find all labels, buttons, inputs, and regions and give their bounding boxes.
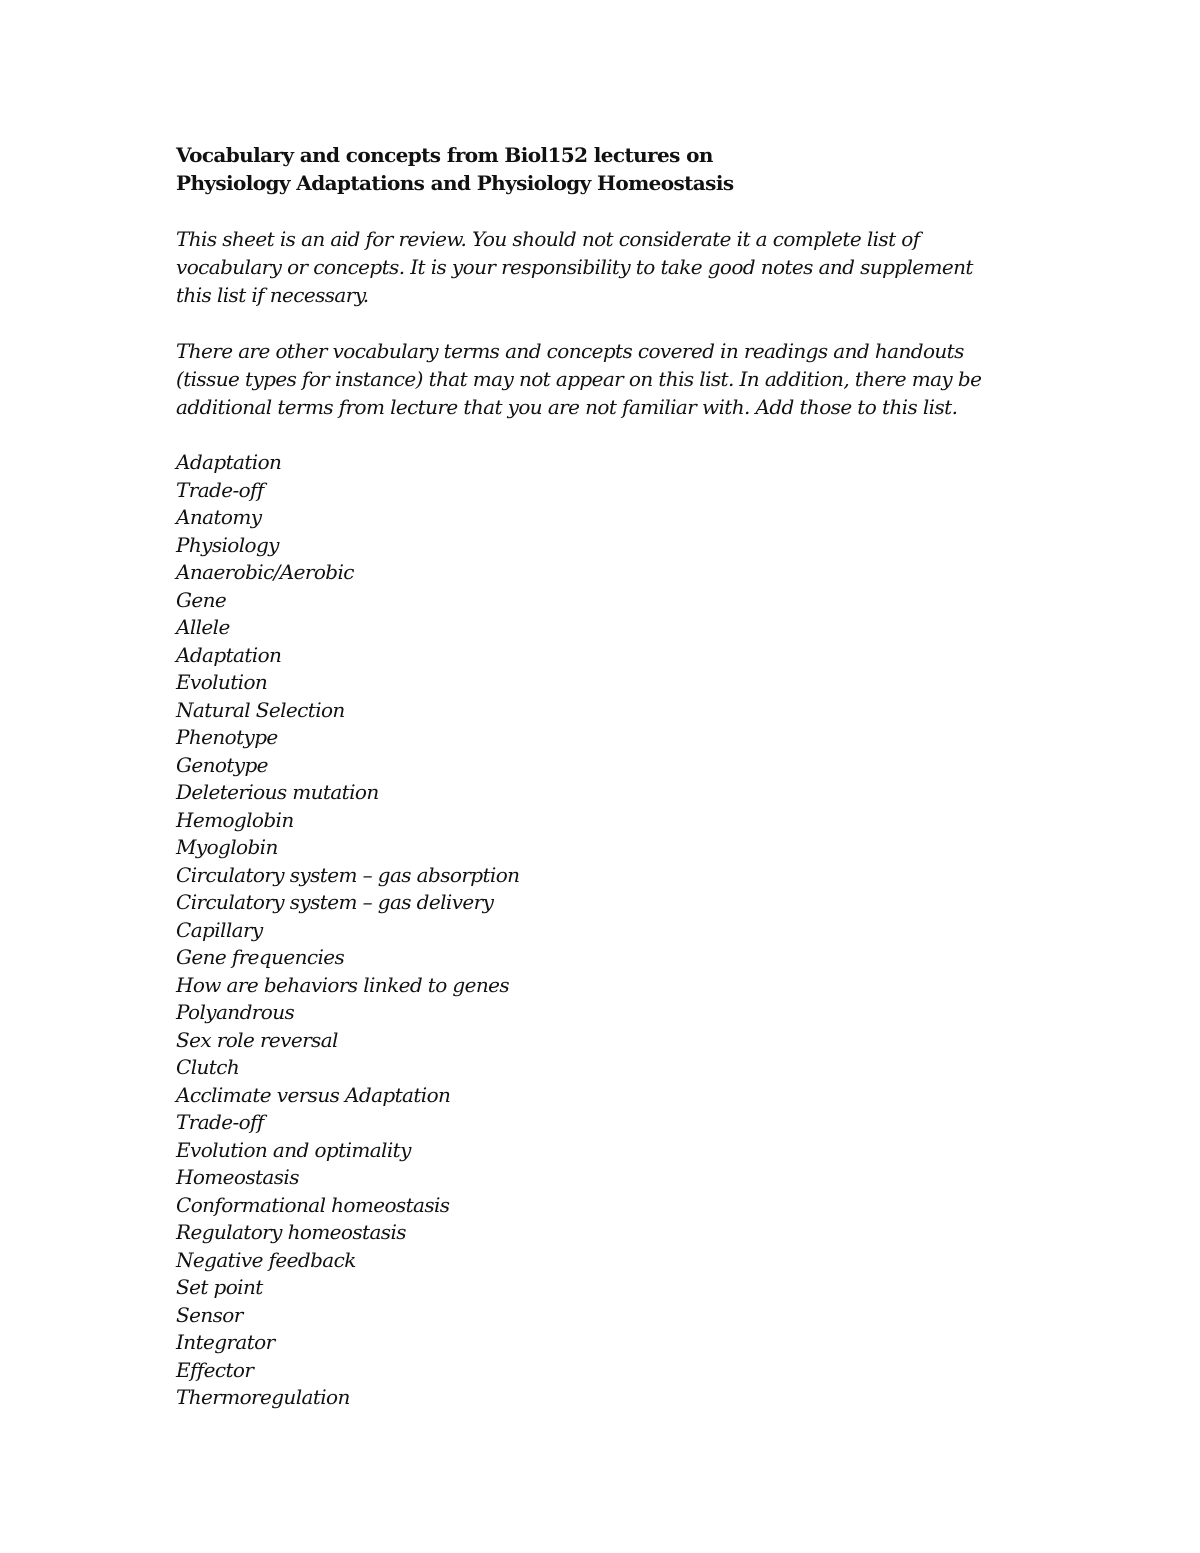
vocabulary-term: Conformational homeostasis	[176, 1192, 450, 1217]
vocabulary-term: Thermoregulation	[176, 1385, 350, 1409]
document-title-line-1: Vocabulary and concepts from Biol152 lectures on	[176, 143, 713, 167]
vocabulary-term: Clutch	[176, 1055, 240, 1079]
vocabulary-term: Allele	[176, 615, 230, 639]
vocabulary-term: Natural Selection	[176, 697, 345, 722]
vocabulary-term: Hemoglobin	[176, 807, 294, 832]
spacer	[176, 197, 1036, 225]
intro-line: (tissue types for instance) that may not appear on this list. In addition, there may be	[176, 367, 982, 391]
document-page	[176, 141, 1036, 1412]
vocabulary-term: Adaptation	[176, 450, 282, 474]
intro-line: This sheet is an aid for review. You should not considerate it a complete list of	[176, 227, 920, 251]
intro-line: There are other vocabulary terms and concepts covered in readings and handouts	[176, 339, 964, 363]
vocabulary-term: Acclimate versus Adaptation	[176, 1082, 451, 1107]
vocabulary-term: Trade-off	[176, 1110, 264, 1134]
vocabulary-term: Evolution	[176, 670, 268, 694]
vocabulary-term: Homeostasis	[176, 1165, 299, 1189]
vocabulary-term: Myoglobin	[176, 835, 278, 859]
vocabulary-term: Adaptation	[176, 642, 282, 667]
vocabulary-term: Phenotype	[176, 725, 278, 749]
intro-paragraph-other-terms	[176, 337, 1036, 421]
intro-line: vocabulary or concepts. It is your responsibility to take good notes and supplement	[176, 255, 973, 279]
vocabulary-term: Sensor	[176, 1302, 243, 1327]
document-title-line-2: Physiology Adaptations and Physiology Homeostasis	[176, 171, 734, 195]
vocabulary-list	[176, 449, 1036, 1412]
vocabulary-term: Anaerobic/Aerobic	[176, 560, 354, 584]
intro-paragraph-review-note	[176, 225, 1036, 309]
vocabulary-term: Circulatory system – gas absorption	[176, 862, 520, 887]
vocabulary-term: Sex role reversal	[176, 1027, 338, 1052]
vocabulary-term: Trade-off	[176, 477, 264, 502]
spacer	[176, 421, 1036, 449]
vocabulary-term: Negative feedback	[176, 1247, 356, 1272]
vocabulary-term: Physiology	[176, 532, 279, 557]
intro-line: additional terms from lecture that you are not familiar with. Add those to this list.	[176, 395, 958, 419]
spacer	[176, 309, 1036, 337]
vocabulary-term: Evolution and optimality	[176, 1137, 411, 1162]
vocabulary-term: Integrator	[176, 1330, 275, 1354]
vocabulary-term: Deleterious mutation	[176, 780, 379, 804]
vocabulary-term: Set point	[176, 1275, 263, 1299]
vocabulary-term: Effector	[176, 1357, 254, 1382]
vocabulary-term: How are behaviors linked to genes	[176, 972, 510, 997]
vocabulary-term: Gene	[176, 587, 227, 612]
vocabulary-term: Gene frequencies	[176, 945, 345, 969]
vocabulary-term: Anatomy	[176, 505, 262, 529]
intro-line: this list if necessary.	[176, 283, 369, 307]
vocabulary-term: Regulatory homeostasis	[176, 1220, 406, 1244]
vocabulary-term: Polyandrous	[176, 1000, 295, 1024]
vocabulary-term: Capillary	[176, 917, 263, 942]
vocabulary-term: Circulatory system – gas delivery	[176, 890, 494, 914]
vocabulary-term: Genotype	[176, 752, 268, 777]
